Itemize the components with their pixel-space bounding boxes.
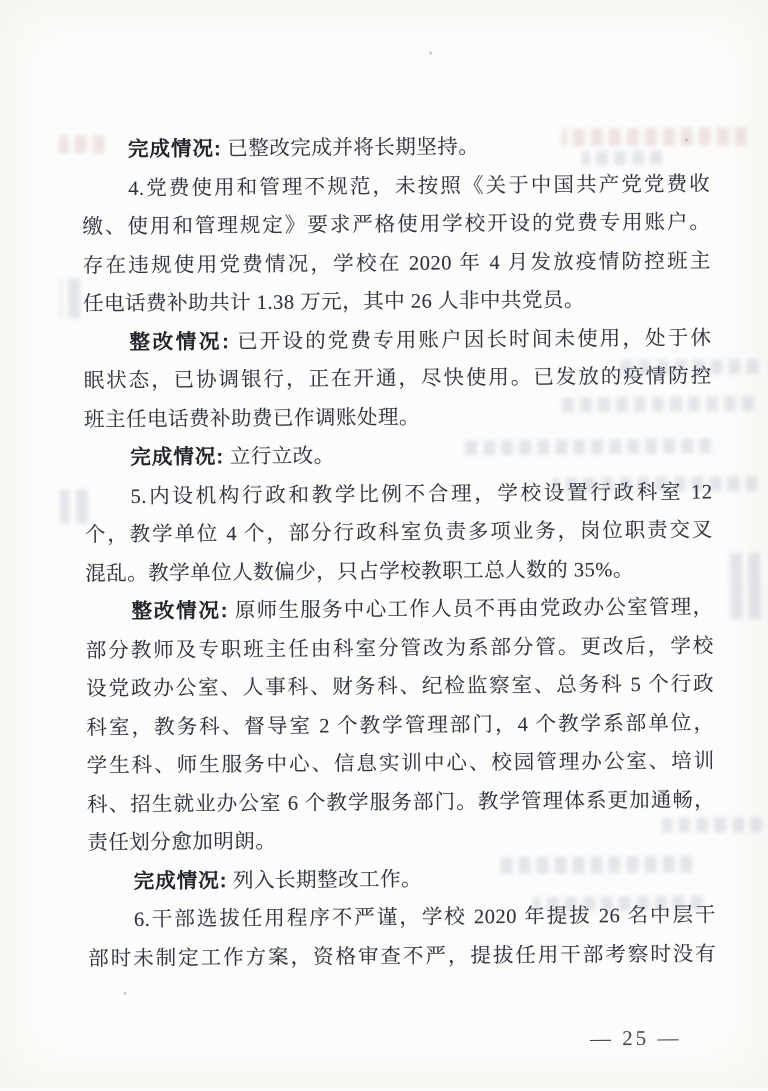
scan-noise-dot xyxy=(124,992,127,995)
body-text: 责任划分愈加明朗。 xyxy=(87,830,277,855)
text-line xyxy=(87,858,715,901)
text-line xyxy=(87,781,715,824)
body-text: 原师生服务中心工作人员不再由党政办公室管理， xyxy=(228,596,714,623)
bleed-through-mark xyxy=(60,278,80,318)
status-label: 整改情况: xyxy=(129,329,230,354)
text-line xyxy=(83,280,711,323)
document-body xyxy=(82,126,717,978)
status-label: 完成情况: xyxy=(130,445,225,469)
text-line xyxy=(84,357,712,400)
text-line xyxy=(86,665,714,708)
text-line xyxy=(85,588,713,631)
body-text: 任电话费补助共计 1.38 万元，其中 26 人非中共党员。 xyxy=(83,289,586,316)
body-text: 班主任电话费补助费已作调账处理。 xyxy=(83,406,421,431)
bleed-through-mark xyxy=(60,489,88,523)
body-text: 部分教师及专职班主任由科室分管改为系部分管。更改后，学校 xyxy=(85,634,714,662)
status-label: 完成情况: xyxy=(127,137,222,161)
text-line xyxy=(86,704,714,747)
text-line xyxy=(84,396,712,439)
text-line xyxy=(84,473,712,516)
status-label: 完成情况: xyxy=(133,868,228,893)
body-text: 6.干部选拔任用程序不严谨，学校 2020 年提拔 26 名中层干 xyxy=(133,904,717,931)
text-line xyxy=(82,165,710,208)
body-text: 设党政办公室、人事科、财务科、纪检监察室、总务科 5 个行政 xyxy=(86,673,715,701)
bleed-through-mark xyxy=(728,553,761,619)
text-line xyxy=(87,742,715,785)
body-text: 已整改完成并将长期坚持。 xyxy=(221,136,480,161)
text-line xyxy=(85,550,713,593)
text-line xyxy=(85,511,713,554)
text-line xyxy=(88,935,716,978)
body-text: 科、招生就业办公室 6 个教学服务部门。教学管理体系更加通畅， xyxy=(86,788,716,816)
scan-noise-dot xyxy=(429,52,432,55)
body-text: 部时未制定工作方案，资格审查不严，提拔任用干部考察时没有 xyxy=(88,942,717,970)
text-line xyxy=(88,896,716,939)
body-text: 列入长期整改工作。 xyxy=(227,868,423,892)
text-line xyxy=(82,203,710,246)
body-text: 4.党费使用和管理不规范，未按照《关于中国共产党党费收 xyxy=(128,172,711,200)
body-text: 混乱。教学单位人数偏少，只占学校教职工总人数的 35%。 xyxy=(85,558,634,585)
text-line xyxy=(82,126,710,169)
body-text: 科室，教务科、督导室 2 个教学管理部门，4 个教学系部单位， xyxy=(86,711,715,739)
status-label: 整改情况: xyxy=(131,599,229,623)
body-text: 眠状态，已协调银行，正在开通，尽快使用。已发放的疫情防控 xyxy=(83,365,712,393)
text-line xyxy=(83,242,711,285)
body-text: 已开设的党费专用账户因长时间未使用，处于休 xyxy=(229,326,712,353)
body-text: 学生科、师生服务中心、信息实训中心、校园管理办公室、培训 xyxy=(86,750,715,778)
body-text: 5.内设机构行政和教学比例不合理，学校设置行政科室 12 xyxy=(130,480,713,508)
text-line xyxy=(87,819,715,862)
text-line xyxy=(83,319,711,362)
body-text: 存在违规使用党费情况，学校在 2020 年 4 月发放疫情防控班主 xyxy=(82,249,711,277)
body-text: 缴、使用和管理规定》要求严格使用学校开设的党费专用账户。 xyxy=(82,211,711,239)
text-line xyxy=(84,434,712,477)
body-text: 个，教学单位 4 个，部分行政科室负责多项业务，岗位职责交叉 xyxy=(84,519,713,547)
body-text: 立行立改。 xyxy=(224,445,335,469)
page-number: — 25 — xyxy=(589,1025,682,1051)
text-line xyxy=(86,627,714,670)
